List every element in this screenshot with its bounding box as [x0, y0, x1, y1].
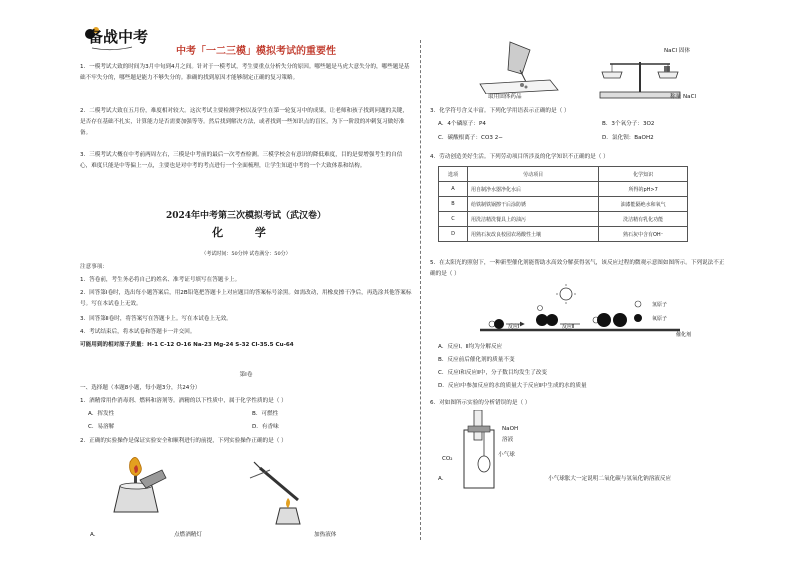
notes-heading: 注意事项： [80, 264, 108, 270]
table-header: 劳动项目 [468, 167, 599, 182]
intro-paragraph-2: 2．二模考试大致在五月份，难度相对较大。这次考试主要检测学校以及学生在第一轮复习中的成果，让老师和孩子找到问题的关键，是否存在基础不扎实，计算能力是否需要加强等等。然后找到解决方法，或者找到一些知识点的盲区，为下一阶段的冲刺复习做好准备。 [80, 108, 408, 136]
q2-option-a: A． [90, 532, 100, 538]
q1-option-a: A．挥发性 [88, 411, 115, 417]
q3-option-d: D．氯化钡：BaOH2 [602, 135, 654, 141]
table-cell: 用洗洁精洗餐具上的油污 [468, 212, 599, 227]
brand-logo [82, 20, 152, 56]
reaction2-label: 反应Ⅱ [562, 324, 575, 330]
q6-stem: 6．对如图所示实验的分析错误的是（ ） [430, 400, 531, 406]
table-cell: 给铁制铁锅擦干后涂防锈 [468, 197, 599, 212]
q2-caption-d: 称量 NaCl [670, 94, 697, 100]
table-cell: 用自制净水器净化水后 [468, 182, 599, 197]
table-row [439, 182, 688, 197]
column-divider [420, 40, 421, 540]
note-4: 4．考试结束后，将本试卷和答题卡一并交回。 [80, 329, 196, 335]
section-instructions: 一、选择题（本题8小题，每小题3分，共24分） [80, 385, 201, 391]
table-header: 化学知识 [599, 167, 688, 182]
table-row [439, 212, 688, 227]
table-cell: D [439, 227, 468, 242]
table-cell: B [439, 197, 468, 212]
q5-option-c: C．反应Ⅰ和反应Ⅱ中，分子数目均发生了改变 [438, 370, 547, 376]
catalyst-label: 催化剂 [676, 332, 692, 338]
header-title: 中考「一二三模」模拟考试的重要性 [176, 46, 336, 57]
q5-option-d: D．反应Ⅰ中参加反应的水的质量大于反应Ⅱ中生成的水的质量 [438, 383, 587, 389]
oxygen-label: 氧原子 [652, 316, 668, 322]
table-header: 选项 [439, 167, 468, 182]
q1-stem: 1．酒精常用作消毒剂、燃料和溶剂等。酒精的以下性质中，属于化学性质的是（ ） [80, 398, 287, 404]
q2-caption-b: 加热液体 [314, 532, 337, 538]
table-cell: 所得的pH>7 [599, 182, 688, 197]
q3-option-c: C．碳酸根离子：CO3 2− [438, 135, 503, 141]
intro-paragraph-3: 3．三模考试大概在中考前两周左右，三模是中考前的最后一次考查检测。三模学校会有意识的降低难度，目的是要增强考生的自信心，难度只能是中等偏上一点，主要也是对中考的考点进行一个全面梳理，让学生知道中考的一个大致体系和结构。 [80, 152, 403, 169]
note-3: 3．回答第Ⅱ卷时，将答案写在答题卡上。写在本试卷上无效。 [80, 316, 232, 322]
table-cell: C [439, 212, 468, 227]
exam-title: 2024年中考第三次模拟考试（武汉卷） [165, 211, 327, 221]
atomic-masses: 可能用到的相对原子质量：H-1 C-12 O-16 Na-23 Mg-24 S-32 Cl-35.5 Cu-64 [80, 342, 294, 348]
table-cell: 熟石灰中含有OH⁻ [599, 227, 688, 242]
section-title: 第Ⅰ卷 [239, 372, 253, 378]
q1-option-c: C．易溶解 [88, 424, 115, 430]
table-row [439, 227, 688, 242]
q1-option-b: B．可燃性 [252, 411, 279, 417]
heating-liquid-figure [240, 458, 320, 528]
q5-option-b: B．反应前后催化剂的质量不变 [438, 357, 515, 363]
intro-paragraph-1: 1．一模考试大致的时间为3月中旬到4月之间。针对于一模考试，考生要重点分析失分的原因。哪些题是马虎大意失分的，哪些题是基础不牢失分的，哪些题是能力不够失分的。准确的找到原因才能够制定正确的复习策略。 [80, 64, 410, 81]
table-header-row [439, 167, 688, 182]
table-row [439, 197, 688, 212]
q2-caption-a: 点燃酒精灯 [174, 532, 202, 538]
q4-table [438, 166, 688, 242]
svg-text:备战中考: 备战中考 [88, 28, 149, 46]
hydrogen-label: 氢原子 [652, 302, 668, 308]
q3-option-b: B．3个氧分子：3O2 [602, 121, 655, 127]
q5-option-a: A．反应Ⅰ、Ⅱ均为分解反应 [438, 344, 503, 350]
table-cell: 用熟石灰改良校园农场酸性土壤 [468, 227, 599, 242]
note-1: 1．答卷前，考生务必将自己的姓名、准考证号填写在答题卡上。 [80, 277, 241, 283]
subject-title: 化 学 [212, 226, 280, 239]
table-cell: 洗洁精有乳化功能 [599, 212, 688, 227]
time-info: （考试时间：50分钟 试卷满分：50分） [201, 251, 291, 257]
water-splitting-diagram [480, 284, 730, 340]
table-cell: 油漆能隔绝水和氧气 [599, 197, 688, 212]
balloon-label: 小气球 [498, 452, 515, 458]
q6-option-a: A． [438, 476, 448, 482]
left-column [80, 18, 412, 548]
solid-sampling-figure [470, 40, 560, 94]
table-cell: A [439, 182, 468, 197]
q1-option-d: D．有香味 [252, 424, 279, 430]
q3-option-a: A．4个磷原子：P4 [438, 121, 486, 127]
q5-stem: 5．在太阳光的照射下，一种新型催化剂能帮助水高效分解获得氢气，该反应过程的微观示意图如图所示。下列说法不正确的是（ ） [430, 260, 725, 277]
right-column [430, 40, 730, 540]
co2-label: CO₂ [442, 456, 453, 462]
q2-caption-c: 取用固体药品 [488, 94, 522, 100]
q4-stem: 4．劳动创造美好生活。下列劳动项目所涉及的化学知识不正确的是（ ） [430, 154, 609, 160]
q2-stem: 2．正确的实验操作是保证实验安全和顺利进行的前提，下列实验操作正确的是（ ） [80, 438, 287, 444]
q6-option-a-text: 小气球胀大一定说明二氧化碳与氢氧化钠溶液反应 [548, 476, 672, 482]
q3-stem: 3．化学符号含义丰富。下列化学用语表示正确的是（ ） [430, 108, 570, 114]
naoh-label-line2: 溶液 [502, 437, 514, 443]
reaction1-label: 反应Ⅰ [508, 324, 520, 330]
naoh-label-line1: NaOH [502, 426, 519, 432]
nacl-solid-label: NaCl 固体 [664, 48, 691, 54]
alcohol-lamp-figure [100, 450, 170, 520]
note-2: 2．回答第Ⅰ卷时，选出每小题答案后，用2B铅笔把答题卡上对应题目的答案标号涂黑。如需改动，用橡皮擦干净后，再选涂其他答案标号。写在本试卷上无效。 [80, 290, 412, 307]
